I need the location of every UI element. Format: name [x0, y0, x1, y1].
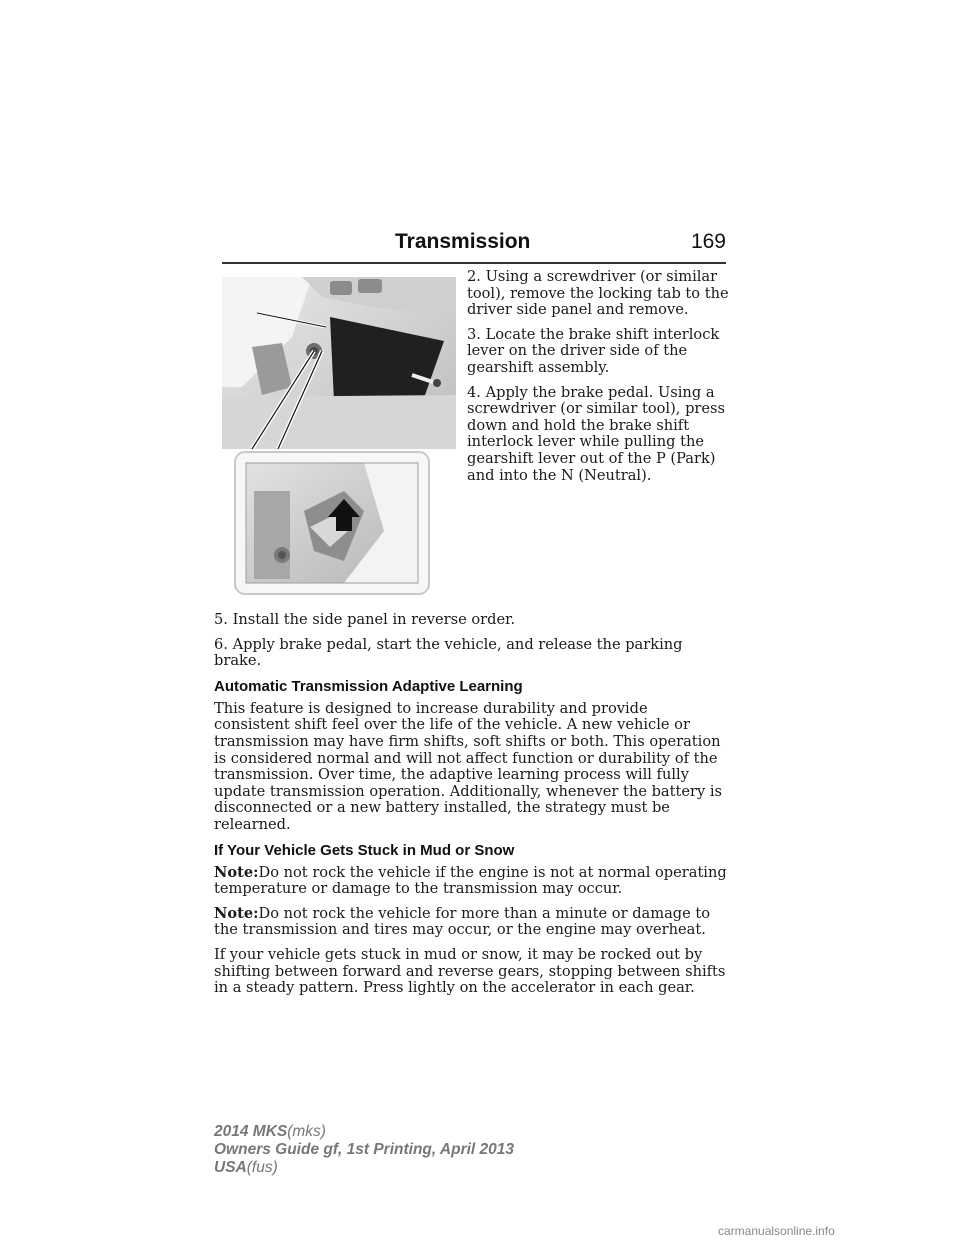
- step-6: 6. Apply brake pedal, start the vehicle, and release the parking brake.: [214, 635, 683, 670]
- page-number: 169: [690, 230, 726, 253]
- note-1: [214, 865, 728, 898]
- body-text: [214, 612, 728, 1005]
- note-2: [214, 906, 728, 939]
- step-4: 4. Apply the brake pedal. Using a screwdriver (or similar tool), press down and hold the brake shift interlock lever while pulling the gearshift lever out of the P (Park) and into the N (Neutral).: [467, 383, 725, 484]
- note-label: Note:: [214, 863, 259, 881]
- footer-model: 2014 MKS: [214, 1123, 288, 1140]
- note-label: Note:: [214, 904, 259, 922]
- paragraph-adaptive-learning: This feature is designed to increase durability and provide consistent shift feel over the life of the vehicle. A new vehicle or transmission may have firm shifts, soft shifts or both. This operation is considered normal and will not affect function or durability of the transmission. Over time, the adaptive learning process will fully update transmission operation. Additionally, whenever the battery is disconnected or a new battery installed, the strategy must be relearned.: [214, 699, 723, 833]
- note-2-text: Do not rock the vehicle for more than a minute or damage to the transmission and tires may occur, or the engine may overheat.: [214, 904, 711, 939]
- figure-side-panel-illustration: [222, 277, 456, 449]
- footer-line-1: [214, 1123, 514, 1141]
- page-header: [222, 226, 726, 262]
- paragraph-rocking: If your vehicle gets stuck in mud or snow, it may be rocked out by shifting between forward and reverse gears, stopping between shifts in a steady pattern. Press lightly on the accelerator in each gear.: [214, 945, 726, 997]
- footer-market: USA: [214, 1159, 247, 1176]
- step-2: 2. Using a screwdriver (or similar tool), remove the locking tab to the driver side panel and remove.: [467, 268, 729, 319]
- footer-market-code: (fus): [246, 1159, 278, 1176]
- footer-line-3: [214, 1159, 514, 1177]
- header-rule: [222, 262, 726, 264]
- section-title: Transmission: [395, 230, 531, 253]
- watermark: carmanualsonline.info: [718, 1224, 835, 1238]
- heading-adaptive-learning: Automatic Transmission Adaptive Learning: [214, 677, 523, 695]
- side-steps: [467, 269, 729, 492]
- note-1-text: Do not rock the vehicle if the engine is not at normal operating temperature or damage to the transmission may occur.: [214, 863, 727, 898]
- figure-interlock-lever-detail: [234, 451, 430, 595]
- footer-model-code: (mks): [287, 1123, 326, 1140]
- footer-line-2: Owners Guide gf, 1st Printing, April 2013: [214, 1141, 515, 1158]
- heading-stuck-in-mud: If Your Vehicle Gets Stuck in Mud or Snow: [214, 841, 515, 859]
- step-3: 3. Locate the brake shift interlock lever on the driver side of the gearshift assembly.: [467, 325, 720, 376]
- page-footer: [214, 1123, 514, 1177]
- step-5: 5. Install the side panel in reverse order.: [214, 611, 516, 628]
